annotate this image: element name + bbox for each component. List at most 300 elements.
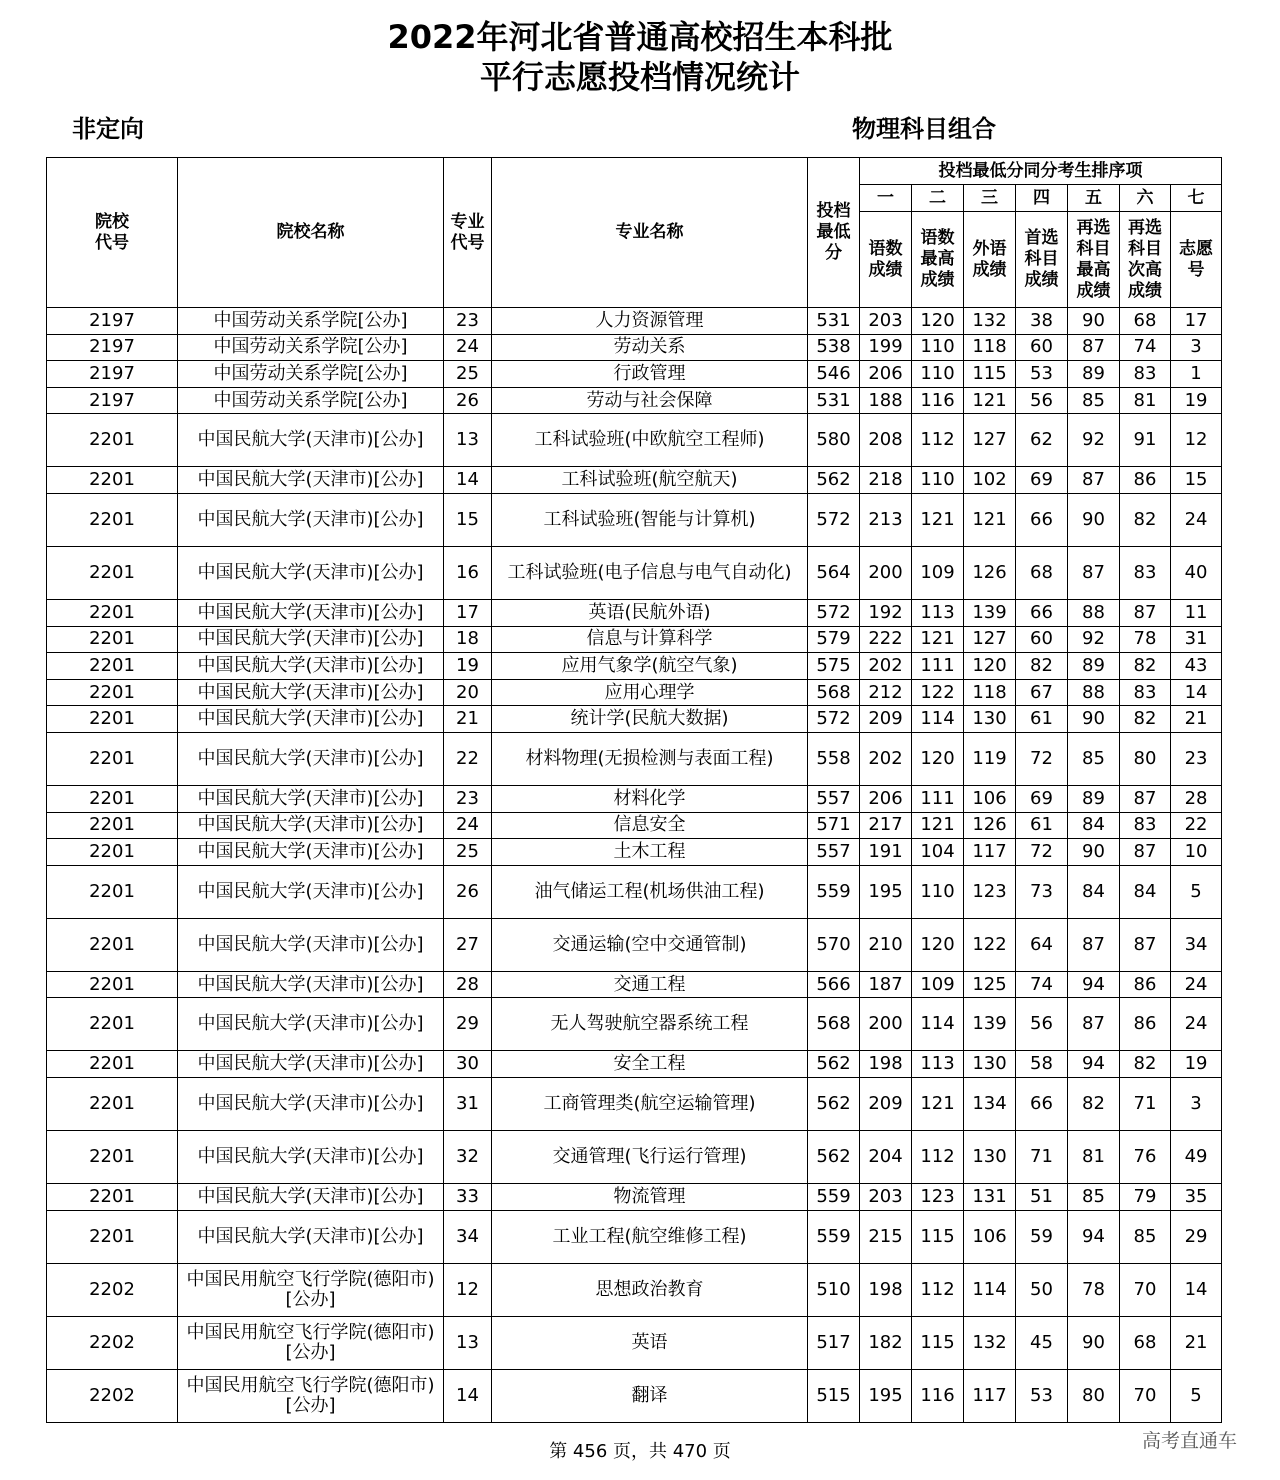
score-cell: 113 xyxy=(912,599,964,626)
header-criterion xyxy=(1068,212,1120,308)
school-name-cell: 中国民航大学(天津市)[公办] xyxy=(178,599,444,626)
school-name-cell: 中国民航大学(天津市)[公办] xyxy=(178,1210,444,1263)
school-code-cell: 2197 xyxy=(47,361,178,388)
school-name-cell: 中国劳动关系学院[公办] xyxy=(178,361,444,388)
major-name-cell: 劳动与社会保障 xyxy=(492,387,808,414)
score-cell: 132 xyxy=(964,1316,1016,1369)
choice-number-cell: 5 xyxy=(1171,865,1222,918)
table-row xyxy=(47,1077,1222,1130)
table-row xyxy=(47,918,1222,971)
school-name-cell: 中国民航大学(天津市)[公办] xyxy=(178,812,444,839)
choice-number-cell: 31 xyxy=(1171,626,1222,653)
score-cell: 89 xyxy=(1068,785,1120,812)
major-code-cell: 31 xyxy=(444,1077,492,1130)
score-cell: 188 xyxy=(860,387,912,414)
major-name-cell: 统计学(民航大数据) xyxy=(492,706,808,733)
choice-number-cell: 24 xyxy=(1171,998,1222,1051)
school-code-cell: 2201 xyxy=(47,414,178,467)
major-code-cell: 18 xyxy=(444,626,492,653)
score-cell: 90 xyxy=(1068,839,1120,866)
choice-number-cell: 12 xyxy=(1171,414,1222,467)
score-cell: 130 xyxy=(964,1130,1016,1183)
min-score-cell: 559 xyxy=(808,865,860,918)
table-row xyxy=(47,1183,1222,1210)
score-cell: 121 xyxy=(912,812,964,839)
score-cell: 62 xyxy=(1016,414,1068,467)
header-min-score-text: 投档最低分 xyxy=(816,201,851,263)
score-cell: 61 xyxy=(1016,706,1068,733)
score-cell: 56 xyxy=(1016,387,1068,414)
score-cell: 67 xyxy=(1016,679,1068,706)
score-cell: 68 xyxy=(1120,308,1171,335)
min-score-cell: 562 xyxy=(808,1130,860,1183)
score-cell: 50 xyxy=(1016,1263,1068,1316)
score-cell: 125 xyxy=(964,971,1016,998)
score-cell: 71 xyxy=(1120,1077,1171,1130)
choice-number-cell: 22 xyxy=(1171,812,1222,839)
score-cell: 87 xyxy=(1120,839,1171,866)
choice-number-cell: 3 xyxy=(1171,1077,1222,1130)
score-cell: 218 xyxy=(860,467,912,494)
score-cell: 87 xyxy=(1120,785,1171,812)
score-cell: 83 xyxy=(1120,679,1171,706)
major-code-cell: 21 xyxy=(444,706,492,733)
score-cell: 88 xyxy=(1068,679,1120,706)
school-code-cell: 2201 xyxy=(47,1077,178,1130)
min-score-cell: 575 xyxy=(808,653,860,680)
min-score-cell: 572 xyxy=(808,493,860,546)
school-code-cell: 2201 xyxy=(47,493,178,546)
min-score-cell: 568 xyxy=(808,679,860,706)
table-row xyxy=(47,599,1222,626)
choice-number-cell: 15 xyxy=(1171,467,1222,494)
school-code-cell: 2201 xyxy=(47,971,178,998)
score-cell: 87 xyxy=(1068,467,1120,494)
page-subtitle: 平行志愿投档情况统计 xyxy=(479,58,800,96)
score-cell: 61 xyxy=(1016,812,1068,839)
score-cell: 38 xyxy=(1016,308,1068,335)
score-cell: 121 xyxy=(912,493,964,546)
score-cell: 191 xyxy=(860,839,912,866)
school-code-cell: 2201 xyxy=(47,467,178,494)
score-cell: 83 xyxy=(1120,546,1171,599)
header-school-name: 院校名称 xyxy=(178,158,444,308)
score-cell: 213 xyxy=(860,493,912,546)
score-cell: 71 xyxy=(1016,1130,1068,1183)
major-code-cell: 26 xyxy=(444,865,492,918)
choice-number-cell: 29 xyxy=(1171,1210,1222,1263)
score-cell: 126 xyxy=(964,546,1016,599)
score-cell: 127 xyxy=(964,626,1016,653)
score-cell: 118 xyxy=(964,679,1016,706)
major-code-cell: 24 xyxy=(444,812,492,839)
score-cell: 209 xyxy=(860,706,912,733)
school-name-cell: 中国民航大学(天津市)[公办] xyxy=(178,918,444,971)
score-cell: 115 xyxy=(964,361,1016,388)
page-title: 2022年河北省普通高校招生本科批 xyxy=(387,18,893,56)
score-cell: 82 xyxy=(1120,1051,1171,1078)
table-row xyxy=(47,865,1222,918)
choice-number-cell: 1 xyxy=(1171,361,1222,388)
major-name-cell: 油气储运工程(机场供油工程) xyxy=(492,865,808,918)
major-code-cell: 28 xyxy=(444,971,492,998)
major-code-cell: 29 xyxy=(444,998,492,1051)
school-code-cell: 2197 xyxy=(47,387,178,414)
header-rank: 五 xyxy=(1068,185,1120,212)
score-cell: 111 xyxy=(912,653,964,680)
score-cell: 195 xyxy=(860,865,912,918)
major-name-cell: 工业工程(航空维修工程) xyxy=(492,1210,808,1263)
school-name-cell: 中国民航大学(天津市)[公办] xyxy=(178,467,444,494)
score-cell: 87 xyxy=(1120,599,1171,626)
table-row xyxy=(47,493,1222,546)
school-code-cell: 2201 xyxy=(47,998,178,1051)
score-cell: 126 xyxy=(964,812,1016,839)
score-cell: 90 xyxy=(1068,1316,1120,1369)
score-cell: 202 xyxy=(860,653,912,680)
choice-number-cell: 21 xyxy=(1171,1316,1222,1369)
major-name-cell: 工科试验班(航空航天) xyxy=(492,467,808,494)
score-cell: 200 xyxy=(860,998,912,1051)
major-name-cell: 英语 xyxy=(492,1316,808,1369)
score-cell: 120 xyxy=(912,918,964,971)
min-score-cell: 572 xyxy=(808,706,860,733)
score-cell: 87 xyxy=(1068,998,1120,1051)
score-cell: 60 xyxy=(1016,334,1068,361)
choice-number-cell: 19 xyxy=(1171,1051,1222,1078)
score-cell: 131 xyxy=(964,1183,1016,1210)
score-cell: 114 xyxy=(912,706,964,733)
choice-number-cell: 14 xyxy=(1171,1263,1222,1316)
score-cell: 87 xyxy=(1068,334,1120,361)
header-rank: 一 xyxy=(860,185,912,212)
min-score-cell: 580 xyxy=(808,414,860,467)
score-cell: 200 xyxy=(860,546,912,599)
score-cell: 94 xyxy=(1068,971,1120,998)
score-cell: 59 xyxy=(1016,1210,1068,1263)
score-cell: 90 xyxy=(1068,493,1120,546)
major-name-cell: 翻译 xyxy=(492,1369,808,1422)
header-rank: 三 xyxy=(964,185,1016,212)
score-cell: 80 xyxy=(1120,732,1171,785)
score-cell: 85 xyxy=(1068,387,1120,414)
major-name-cell: 工科试验班(智能与计算机) xyxy=(492,493,808,546)
score-cell: 123 xyxy=(912,1183,964,1210)
min-score-cell: 557 xyxy=(808,839,860,866)
min-score-cell: 538 xyxy=(808,334,860,361)
school-code-cell: 2201 xyxy=(47,599,178,626)
major-name-cell: 劳动关系 xyxy=(492,334,808,361)
major-code-cell: 22 xyxy=(444,732,492,785)
major-name-cell: 英语(民航外语) xyxy=(492,599,808,626)
school-code-cell: 2201 xyxy=(47,865,178,918)
choice-number-cell: 23 xyxy=(1171,732,1222,785)
choice-number-cell: 19 xyxy=(1171,387,1222,414)
score-cell: 122 xyxy=(912,679,964,706)
score-cell: 68 xyxy=(1016,546,1068,599)
table-row xyxy=(47,679,1222,706)
major-code-cell: 32 xyxy=(444,1130,492,1183)
school-name-cell: 中国民航大学(天津市)[公办] xyxy=(178,1130,444,1183)
score-cell: 123 xyxy=(964,865,1016,918)
score-cell: 90 xyxy=(1068,308,1120,335)
table-row xyxy=(47,1369,1222,1422)
score-cell: 120 xyxy=(964,653,1016,680)
min-score-cell: 559 xyxy=(808,1210,860,1263)
score-cell: 87 xyxy=(1068,918,1120,971)
school-name-cell: 中国民航大学(天津市)[公办] xyxy=(178,785,444,812)
score-cell: 109 xyxy=(912,971,964,998)
header-criterion-text: 再选科目最高成绩 xyxy=(1076,217,1111,301)
score-cell: 116 xyxy=(912,1369,964,1422)
min-score-cell: 558 xyxy=(808,732,860,785)
score-cell: 203 xyxy=(860,1183,912,1210)
school-name-cell: 中国劳动关系学院[公办] xyxy=(178,334,444,361)
score-cell: 127 xyxy=(964,414,1016,467)
school-name-cell: 中国民航大学(天津市)[公办] xyxy=(178,865,444,918)
score-cell: 83 xyxy=(1120,812,1171,839)
score-cell: 112 xyxy=(912,414,964,467)
major-code-cell: 23 xyxy=(444,785,492,812)
major-name-cell: 思想政治教育 xyxy=(492,1263,808,1316)
score-cell: 85 xyxy=(1068,1183,1120,1210)
major-name-cell: 工科试验班(中欧航空工程师) xyxy=(492,414,808,467)
choice-number-cell: 28 xyxy=(1171,785,1222,812)
school-code-cell: 2201 xyxy=(47,812,178,839)
table-row xyxy=(47,387,1222,414)
major-code-cell: 12 xyxy=(444,1263,492,1316)
min-score-cell: 559 xyxy=(808,1183,860,1210)
school-code-cell: 2201 xyxy=(47,785,178,812)
score-cell: 182 xyxy=(860,1316,912,1369)
school-name-cell: 中国民航大学(天津市)[公办] xyxy=(178,1077,444,1130)
score-cell: 206 xyxy=(860,785,912,812)
score-cell: 202 xyxy=(860,732,912,785)
major-code-cell: 25 xyxy=(444,839,492,866)
table-row xyxy=(47,626,1222,653)
choice-number-cell: 49 xyxy=(1171,1130,1222,1183)
score-cell: 198 xyxy=(860,1263,912,1316)
score-cell: 85 xyxy=(1068,732,1120,785)
subject-group-label: 物理科目组合 xyxy=(852,115,996,143)
score-cell: 121 xyxy=(964,387,1016,414)
score-cell: 113 xyxy=(912,1051,964,1078)
score-cell: 121 xyxy=(912,626,964,653)
min-score-cell: 579 xyxy=(808,626,860,653)
major-name-cell: 应用心理学 xyxy=(492,679,808,706)
choice-number-cell: 40 xyxy=(1171,546,1222,599)
score-cell: 81 xyxy=(1120,387,1171,414)
school-name-cell: 中国民航大学(天津市)[公办] xyxy=(178,679,444,706)
min-score-cell: 557 xyxy=(808,785,860,812)
major-name-cell: 物流管理 xyxy=(492,1183,808,1210)
score-cell: 56 xyxy=(1016,998,1068,1051)
min-score-cell: 571 xyxy=(808,812,860,839)
major-code-cell: 24 xyxy=(444,334,492,361)
min-score-cell: 510 xyxy=(808,1263,860,1316)
school-name-cell: 中国民航大学(天津市)[公办] xyxy=(178,732,444,785)
score-cell: 102 xyxy=(964,467,1016,494)
school-name-cell: 中国民用航空飞行学院(德阳市)[公办] xyxy=(178,1263,444,1316)
table-row xyxy=(47,1316,1222,1369)
school-code-cell: 2202 xyxy=(47,1316,178,1369)
header-criterion-text: 语数最高成绩 xyxy=(920,228,955,290)
score-cell: 86 xyxy=(1120,467,1171,494)
score-cell: 69 xyxy=(1016,785,1068,812)
score-cell: 115 xyxy=(912,1316,964,1369)
header-criterion xyxy=(1016,212,1068,308)
table-row xyxy=(47,467,1222,494)
school-code-cell: 2201 xyxy=(47,1130,178,1183)
school-code-cell: 2197 xyxy=(47,308,178,335)
choice-number-cell: 11 xyxy=(1171,599,1222,626)
score-cell: 66 xyxy=(1016,493,1068,546)
header-criterion xyxy=(1120,212,1171,308)
table-row xyxy=(47,1051,1222,1078)
score-cell: 117 xyxy=(964,1369,1016,1422)
school-code-cell: 2202 xyxy=(47,1369,178,1422)
score-cell: 72 xyxy=(1016,732,1068,785)
score-cell: 187 xyxy=(860,971,912,998)
score-cell: 78 xyxy=(1120,626,1171,653)
school-name-cell: 中国民航大学(天津市)[公办] xyxy=(178,1183,444,1210)
score-cell: 66 xyxy=(1016,599,1068,626)
score-cell: 110 xyxy=(912,467,964,494)
score-cell: 199 xyxy=(860,334,912,361)
watermark: 高考直通车 xyxy=(1142,1430,1238,1452)
score-cell: 45 xyxy=(1016,1316,1068,1369)
score-cell: 85 xyxy=(1120,1210,1171,1263)
header-criterion-text: 外语成绩 xyxy=(972,238,1007,280)
score-cell: 116 xyxy=(912,387,964,414)
header-school-code xyxy=(47,158,178,308)
table-row xyxy=(47,998,1222,1051)
major-code-cell: 27 xyxy=(444,918,492,971)
score-cell: 195 xyxy=(860,1369,912,1422)
min-score-cell: 531 xyxy=(808,308,860,335)
score-cell: 78 xyxy=(1068,1263,1120,1316)
school-name-cell: 中国民航大学(天津市)[公办] xyxy=(178,998,444,1051)
major-code-cell: 16 xyxy=(444,546,492,599)
min-score-cell: 562 xyxy=(808,467,860,494)
score-cell: 87 xyxy=(1068,546,1120,599)
school-code-cell: 2201 xyxy=(47,839,178,866)
score-cell: 53 xyxy=(1016,1369,1068,1422)
major-name-cell: 安全工程 xyxy=(492,1051,808,1078)
school-code-cell: 2201 xyxy=(47,1210,178,1263)
score-cell: 72 xyxy=(1016,839,1068,866)
school-name-cell: 中国民航大学(天津市)[公办] xyxy=(178,1051,444,1078)
score-cell: 110 xyxy=(912,334,964,361)
major-name-cell: 材料化学 xyxy=(492,785,808,812)
table-row xyxy=(47,653,1222,680)
table-row xyxy=(47,971,1222,998)
major-code-cell: 26 xyxy=(444,387,492,414)
score-cell: 122 xyxy=(964,918,1016,971)
header-school-code-text: 院校代号 xyxy=(95,211,129,253)
header-criterion xyxy=(1171,212,1222,308)
school-code-cell: 2201 xyxy=(47,626,178,653)
score-cell: 90 xyxy=(1068,706,1120,733)
score-cell: 86 xyxy=(1120,971,1171,998)
school-code-cell: 2201 xyxy=(47,1183,178,1210)
choice-number-cell: 34 xyxy=(1171,918,1222,971)
header-major-code xyxy=(444,158,492,308)
min-score-cell: 515 xyxy=(808,1369,860,1422)
page-footer: 第 456 页，共 470 页 xyxy=(549,1441,731,1462)
header-criterion xyxy=(912,212,964,308)
score-cell: 89 xyxy=(1068,653,1120,680)
score-cell: 132 xyxy=(964,308,1016,335)
school-name-cell: 中国民航大学(天津市)[公办] xyxy=(178,493,444,546)
table-row xyxy=(47,308,1222,335)
major-name-cell: 工科试验班(电子信息与电气自动化) xyxy=(492,546,808,599)
major-name-cell: 行政管理 xyxy=(492,361,808,388)
major-code-cell: 19 xyxy=(444,653,492,680)
score-cell: 70 xyxy=(1120,1369,1171,1422)
major-code-cell: 25 xyxy=(444,361,492,388)
score-cell: 120 xyxy=(912,308,964,335)
school-name-cell: 中国民航大学(天津市)[公办] xyxy=(178,839,444,866)
score-cell: 87 xyxy=(1120,918,1171,971)
header-major-code-text: 专业代号 xyxy=(450,211,485,253)
table-row xyxy=(47,361,1222,388)
score-cell: 94 xyxy=(1068,1051,1120,1078)
choice-number-cell: 17 xyxy=(1171,308,1222,335)
score-cell: 82 xyxy=(1120,706,1171,733)
major-code-cell: 30 xyxy=(444,1051,492,1078)
school-name-cell: 中国劳动关系学院[公办] xyxy=(178,308,444,335)
min-score-cell: 531 xyxy=(808,387,860,414)
score-cell: 91 xyxy=(1120,414,1171,467)
major-code-cell: 33 xyxy=(444,1183,492,1210)
major-code-cell: 13 xyxy=(444,1316,492,1369)
score-cell: 112 xyxy=(912,1263,964,1316)
school-code-cell: 2201 xyxy=(47,653,178,680)
score-cell: 74 xyxy=(1016,971,1068,998)
score-cell: 76 xyxy=(1120,1130,1171,1183)
major-code-cell: 17 xyxy=(444,599,492,626)
major-name-cell: 应用气象学(航空气象) xyxy=(492,653,808,680)
score-cell: 212 xyxy=(860,679,912,706)
score-cell: 79 xyxy=(1120,1183,1171,1210)
score-cell: 110 xyxy=(912,865,964,918)
score-cell: 209 xyxy=(860,1077,912,1130)
score-cell: 204 xyxy=(860,1130,912,1183)
score-cell: 69 xyxy=(1016,467,1068,494)
table-row xyxy=(47,785,1222,812)
score-cell: 84 xyxy=(1068,812,1120,839)
school-code-cell: 2201 xyxy=(47,679,178,706)
major-name-cell: 人力资源管理 xyxy=(492,308,808,335)
score-cell: 86 xyxy=(1120,998,1171,1051)
header-criterion-text: 语数成绩 xyxy=(868,238,903,280)
score-cell: 130 xyxy=(964,706,1016,733)
school-name-cell: 中国民航大学(天津市)[公办] xyxy=(178,414,444,467)
major-name-cell: 无人驾驶航空器系统工程 xyxy=(492,998,808,1051)
major-code-cell: 34 xyxy=(444,1210,492,1263)
choice-number-cell: 14 xyxy=(1171,679,1222,706)
table-row xyxy=(47,546,1222,599)
score-cell: 92 xyxy=(1068,414,1120,467)
table-row xyxy=(47,732,1222,785)
score-cell: 119 xyxy=(964,732,1016,785)
score-cell: 81 xyxy=(1068,1130,1120,1183)
score-cell: 117 xyxy=(964,839,1016,866)
school-code-cell: 2201 xyxy=(47,706,178,733)
min-score-cell: 562 xyxy=(808,1077,860,1130)
school-code-cell: 2201 xyxy=(47,546,178,599)
